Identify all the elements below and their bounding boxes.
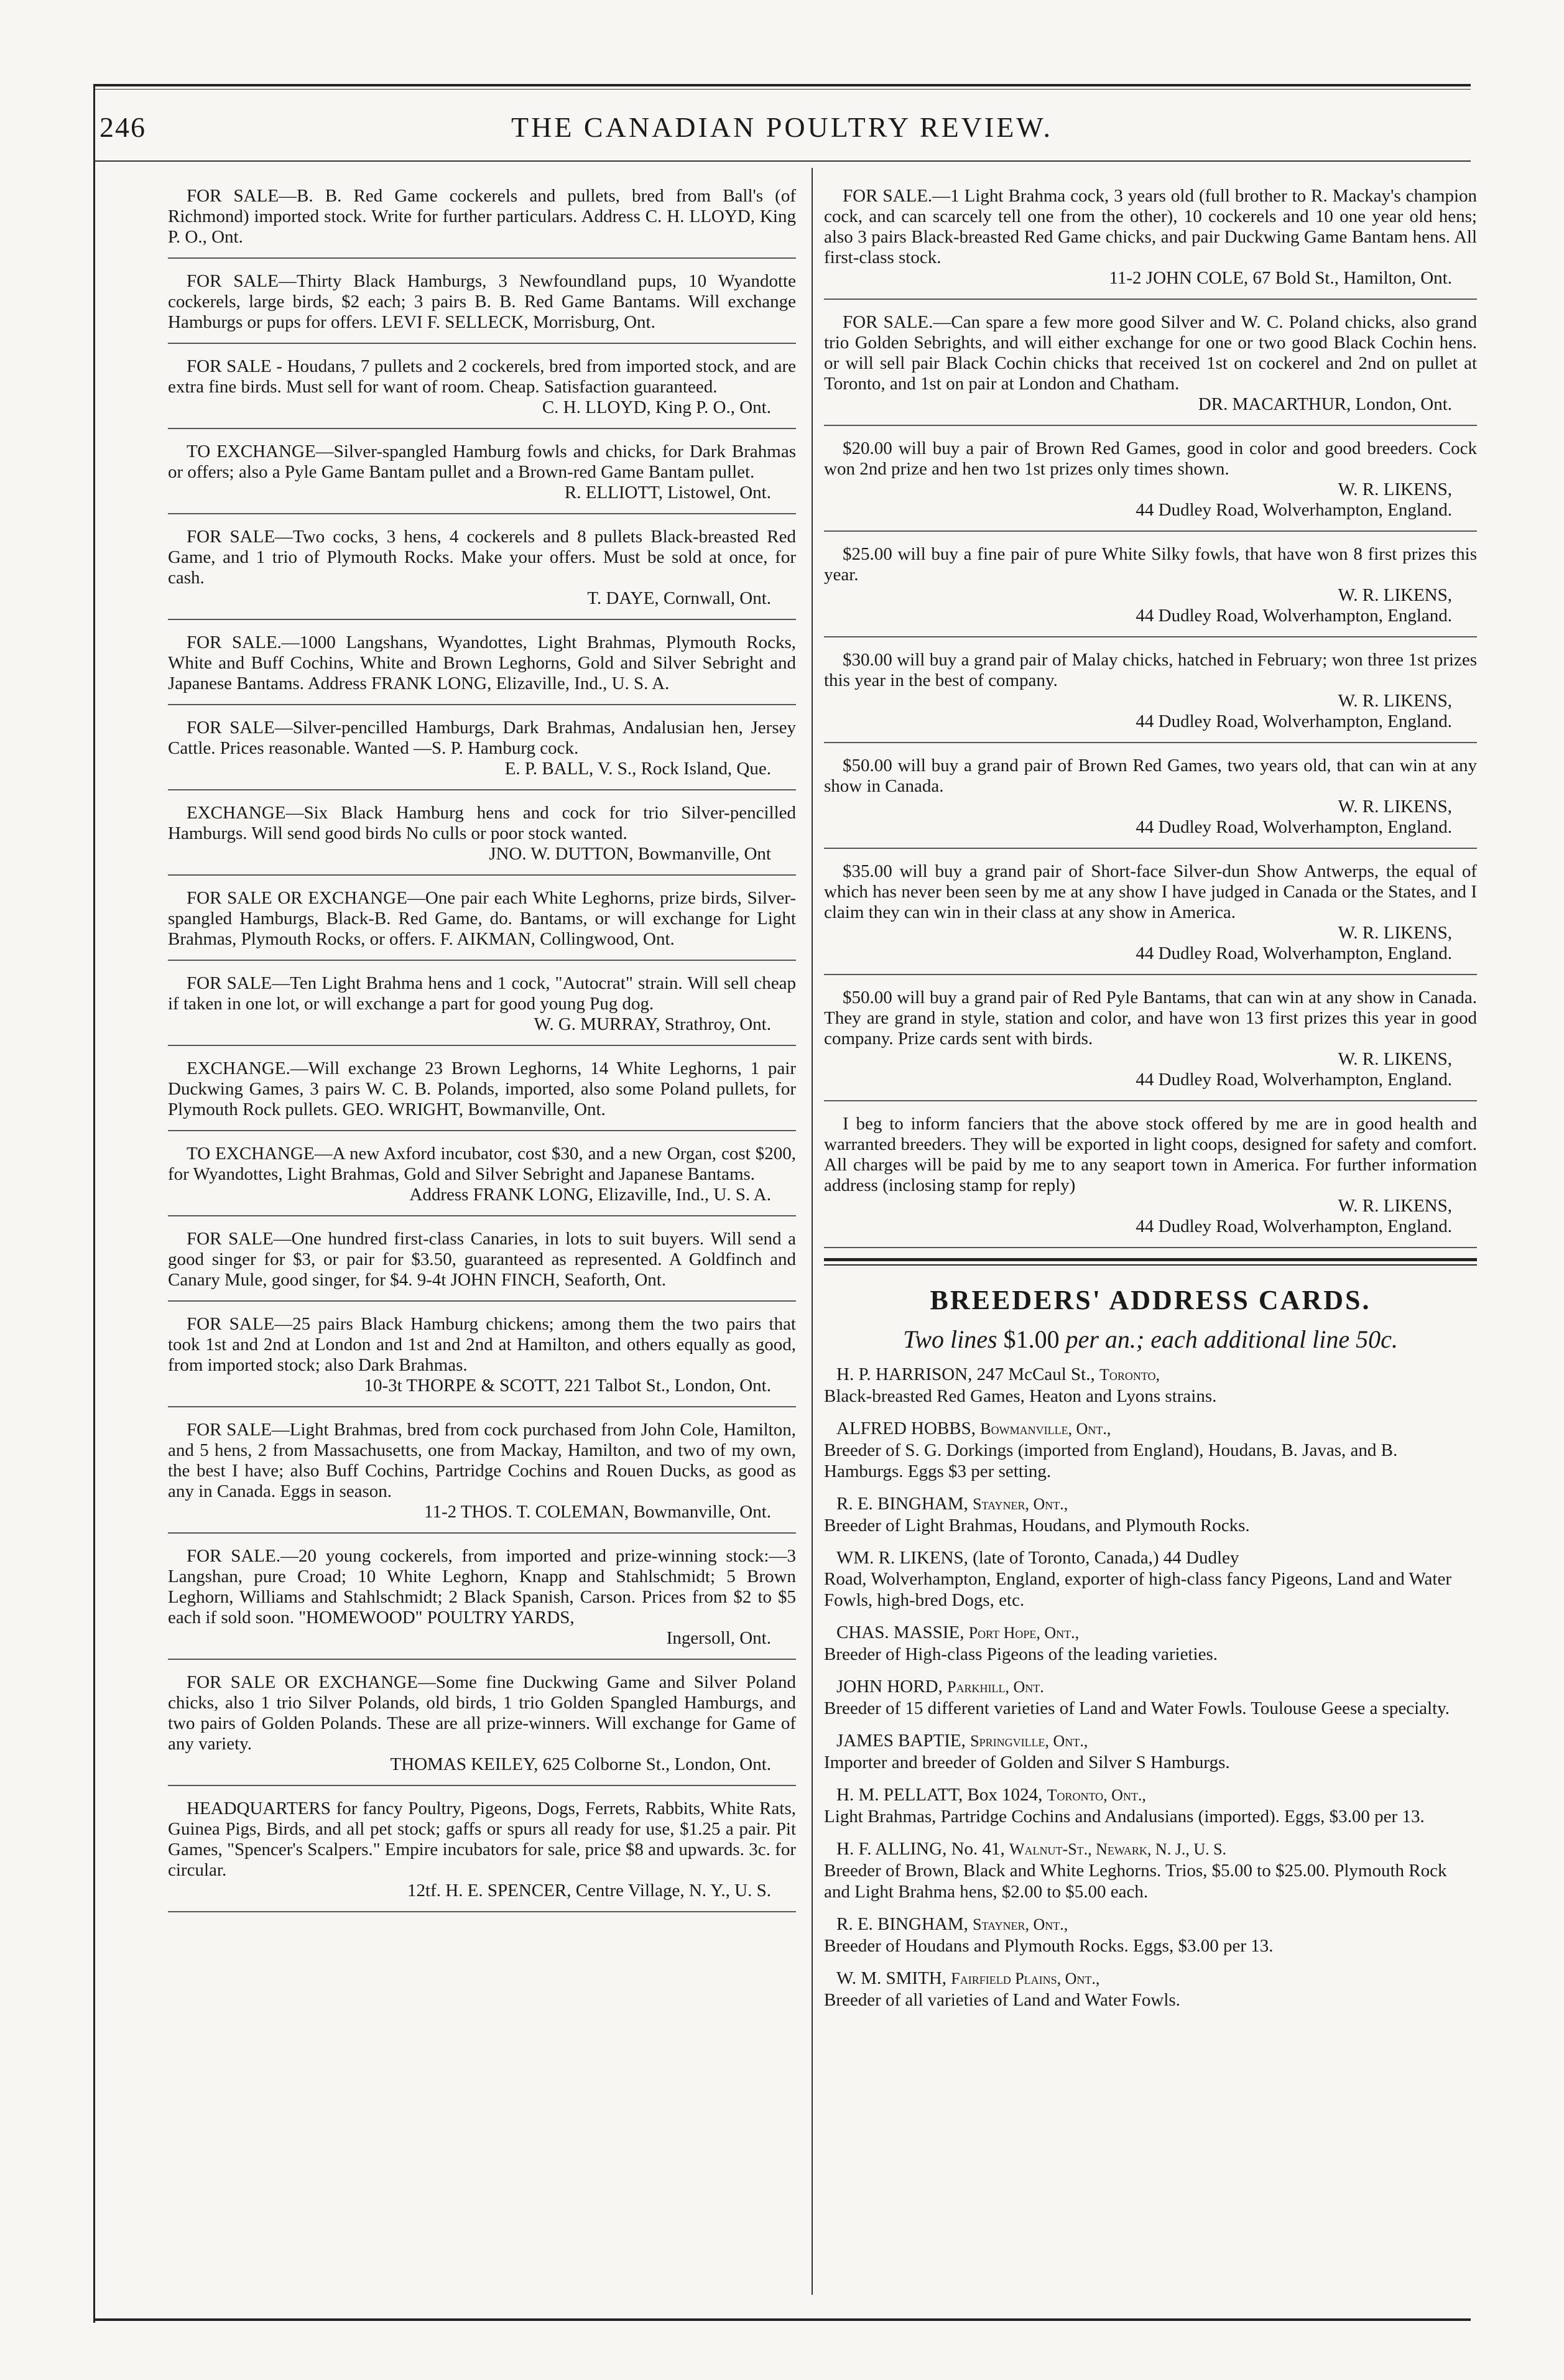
breeder-name: ALFRED HOBBS, [836,1419,981,1438]
ad-signature-address: 44 Dudley Road, Wolverhampton, England. [1136,606,1452,626]
ad-signature-address: 44 Dudley Road, Wolverhampton, England. [1136,817,1452,837]
ad-signature: C. H. LLOYD, King P. O., Ont. [542,397,771,417]
classified-ad [168,1056,796,1131]
breeder-name: H. F. ALLING, No. 41, [836,1839,1010,1859]
ad-signature: 10-3t THORPE & SCOTT, 221 Talbot St., London, Ont. [364,1376,771,1396]
ad-signature: JNO. W. DUTTON, Bowmanville, Ont [489,844,771,864]
classified-ad [168,524,796,620]
ad-text: FOR SALE - Houdans, 7 pullets and 2 cockerels, bred from imported stock, and are extra fine birds. Must sell for want of room. Cheap. Satisfaction guaranteed. [168,356,796,397]
ad-text: $30.00 will buy a grand pair of Malay chicks, hatched in February; won three 1st prizes this year in the best of company. [824,650,1477,690]
breeder-name-line [824,1622,1477,1644]
ad-signature: THOMAS KEILEY, 625 Colborne St., London, Ont. [390,1754,771,1774]
breeder-card [824,1547,1477,1611]
ad-text: FOR SALE—25 pairs Black Hamburg chickens; among them the two pairs that took 1st and 2nd at London and 1st and 2nd at Hamilton, and others equally as good, from imported stock; also Dark Brahmas. [168,1314,796,1375]
ad-text: $50.00 will buy a grand pair of Brown Red Games, two years old, that can win at any show in Canada. [824,756,1477,796]
breeder-name-line [824,1493,1477,1515]
breeder-name-line [824,1547,1477,1568]
ad-text: FOR SALE.—20 young cockerels, from imported and prize-winning stock:—3 Langshan, pure Croad; 10 White Leghorn, Knapp and Stahlschmidt; 5 Brown Leghorn, Williams and Stahlschmidt; 2 Black Spanish, Carson. Prices from $2 to $5 each if sold soon. "HOMEWOOD" POULTRY YARDS, [168,1546,796,1628]
breeders-section-title: BREEDERS' ADDRESS CARDS. [930,1285,1371,1315]
ad-text: FOR SALE OR EXCHANGE—Some fine Duckwing Game and Silver Poland chicks, also 1 trio Silver Polands, old birds, 1 trio Golden Spangled Hamburgs, and two pairs of Golden Polands. These are all prize-winners. Will exchange for Game of any variety. [168,1672,796,1754]
ad-signature: T. DAYE, Cornwall, Ont. [587,588,771,608]
breeder-cards [824,1364,1477,2011]
ad-text: $50.00 will buy a grand pair of Red Pyle Bantams, that can win at any show in Canada. They are grand in style, station and color, and have won 13 first prizes this year in good company. Prize cards sent with birds. [824,988,1477,1049]
breeder-place: Toronto, [1099,1366,1160,1384]
breeder-place: Stayner, Ont., [973,1915,1068,1933]
ad-text: $35.00 will buy a grand pair of Short-face Silver-dun Show Antwerps, the equal of which has never been seen by me at any show I have judged in Canada or the States, and I claim they can win in their class at any show in America. [824,861,1477,922]
breeder-card [824,1676,1477,1719]
classified-ad [168,1796,796,1912]
ad-signature: Ingersoll, Ont. [666,1628,771,1648]
breeder-description: Light Brahmas, Partridge Cochins and Andalusians (imported). Eggs, $3.00 per 13. [824,1807,1425,1827]
ad-signature: W. R. LIKENS, [1338,691,1452,711]
breeder-description: Breeder of Brown, Black and White Leghorns. Trios, $5.00 to $25.00. Plymouth Rock and Light Brahma hens, $2.00 to $5.00 each. [824,1861,1447,1902]
breeder-description: Breeder of Houdans and Plymouth Rocks. Eggs, $3.00 per 13. [824,1936,1274,1956]
breeders-rate-line [824,1325,1477,1354]
classified-ad [824,183,1477,300]
breeder-place: Port Hope, Ont., [968,1624,1080,1642]
ad-signature: 11-2 JOHN COLE, 67 Bold St., Hamilton, Ont. [1109,268,1452,288]
page-number: 246 [99,111,146,143]
top-rule-thin [93,89,1471,90]
classified-ad [168,886,796,961]
header-rule [93,160,1471,162]
breeder-name-line [824,1968,1477,1989]
classified-ad [824,859,1477,975]
ad-signature: W. G. MURRAY, Strathroy, Ont. [534,1014,771,1034]
ad-signature-address: 44 Dudley Road, Wolverhampton, England. [1136,1216,1452,1236]
classified-ad [168,354,796,429]
ad-signature: W. R. LIKENS, [1338,585,1452,605]
classified-ad [168,800,796,876]
ad-signature: W. R. LIKENS, [1338,1049,1452,1069]
running-head: THE CANADIAN POULTRY REVIEW. [511,111,1053,143]
ad-signature: 11-2 THOS. T. COLEMAN, Bowmanville, Ont. [424,1502,771,1522]
breeder-name: JOHN HORD, [836,1677,948,1697]
ad-text: FOR SALE—One hundred first-class Canaries, in lots to suit buyers. Will send a good singer for $3, or pair for $3.50, guaranteed as represented. A Goldfinch and Canary Mule, good singer, for $4. 9-4t JOHN FINCH, Seaforth, Ont. [168,1229,796,1290]
ad-text: FOR SALE—Silver-pencilled Hamburgs, Dark Brahmas, Andalusian hen, Jersey Cattle. Prices reasonable. Wanted —S. P. Hamburg cock. [168,718,796,758]
rate-text-b: per an.; each additional line 50c. [1059,1325,1398,1353]
breeder-description: Breeder of all varieties of Land and Water Fowls. [824,1990,1180,2010]
breeder-name: R. E. BINGHAM, [836,1914,973,1934]
ad-signature: W. R. LIKENS, [1338,1196,1452,1216]
ad-signature: DR. MACARTHUR, London, Ont. [1198,394,1452,414]
breeder-card [824,1418,1477,1482]
ad-signature: E. P. BALL, V. S., Rock Island, Que. [504,759,771,779]
breeder-description: Breeder of Light Brahmas, Houdans, and Plymouth Rocks. [824,1516,1250,1535]
ad-signature: R. ELLIOTT, Listowel, Ont. [564,483,771,502]
breeder-description: Black-breasted Red Games, Heaton and Lyons strains. [824,1386,1217,1406]
breeder-name: W. M. SMITH, [836,1968,951,1988]
breeder-description: Breeder of 15 different varieties of Land and Water Fowls. Toulouse Geese a specialty. [824,1698,1450,1718]
ad-text: FOR SALE.—1000 Langshans, Wyandottes, Light Brahmas, Plymouth Rocks, White and Buff Cochins, White and Brown Leghorns, Gold and Silver Sebright and Japanese Bantams. Address FRANK LONG, Elizaville, Ind., U. S. A. [168,632,796,693]
classified-ad [168,439,796,514]
breeder-place: Toronto, Ont., [1047,1786,1146,1804]
breeder-name-line [824,1364,1477,1386]
breeder-place: Walnut-St., Newark, N. J., U. S. [1009,1840,1227,1858]
bottom-rule [93,2318,1471,2321]
classified-ad [824,436,1477,532]
ad-text: FOR SALE—Light Brahmas, bred from cock purchased from John Cole, Hamilton, and 5 hens, 2 from Massachusetts, one from Mackay, Hamilton, and two of my own, the best I have; also Buff Cochins, Partridge Cochins and Rouen Ducks, as good as any in Canada. Eggs in season. [168,1420,796,1501]
right-column [824,183,1477,2022]
classified-ad [824,985,1477,1101]
classified-ad [168,630,796,705]
classified-ad [168,1670,796,1786]
breeder-card [824,1914,1477,1956]
breeder-card [824,1493,1477,1536]
ad-text: TO EXCHANGE—A new Axford incubator, cost $30, and a new Organ, cost $200, for Wyandottes, Light Brahmas, Gold and Silver Sebright and Japanese Bantams. [168,1144,796,1184]
classified-ad [824,753,1477,849]
classified-ad [168,1417,796,1534]
ad-signature-address: 44 Dudley Road, Wolverhampton, England. [1136,1070,1452,1090]
ad-signature-address: 44 Dudley Road, Wolverhampton, England. [1136,943,1452,963]
breeder-card [824,1730,1477,1773]
classified-ad [824,542,1477,637]
breeder-name-line [824,1914,1477,1935]
ad-text: EXCHANGE.—Will exchange 23 Brown Leghorns, 14 White Leghorns, 1 pair Duckwing Games, 3 pairs W. C. B. Polands, imported, also some Poland pullets, for Plymouth Rock pullets. GEO. WRIGHT, Bowmanville, Ont. [168,1058,796,1119]
breeder-name: R. E. BINGHAM, [836,1494,973,1514]
classified-ad [168,1312,796,1407]
breeder-place: Fairfield Plains, Ont., [951,1970,1100,1988]
section-double-rule [824,1258,1477,1266]
breeder-place: Bowmanville, Ont., [980,1420,1111,1438]
left-column [168,183,796,1922]
ad-signature: W. R. LIKENS, [1338,923,1452,943]
ad-text: FOR SALE.—Can spare a few more good Silver and W. C. Poland chicks, also grand trio Golden Sebrights, and will either exchange for one or two good Black Cochin hens. or will sell pair Black Cochin chicks that received 1st on cockerel and 2nd on pullet at Toronto, and 1st on pair at London and Chatham. [824,312,1477,394]
ad-signature-address: 44 Dudley Road, Wolverhampton, England. [1136,500,1452,520]
classified-ad [168,715,796,790]
breeder-name: CHAS. MASSIE, [836,1623,969,1642]
ad-text: FOR SALE—Ten Light Brahma hens and 1 cock, "Autocrat" strain. Will sell cheap if taken in one lot, or will exchange a part for good young Pug dog. [168,973,796,1014]
breeder-place: Stayner, Ont., [973,1495,1068,1513]
breeder-card [824,1364,1477,1407]
classified-ad [168,971,796,1046]
ad-signature: W. R. LIKENS, [1338,479,1452,499]
rate-text-a: Two lines [903,1325,1004,1353]
classified-ad [824,310,1477,426]
ad-text: FOR SALE—B. B. Red Game cockerels and pullets, bred from Ball's (of Richmond) imported stock. Write for further particulars. Address C. H. LLOYD, King P. O., Ont. [168,186,796,247]
top-rule [93,84,1471,86]
ad-text: FOR SALE—Two cocks, 3 hens, 4 cockerels and 8 pullets Black-breasted Red Game, and 1 trio of Plymouth Rocks. Make your offers. Must be sold at once, for cash. [168,527,796,588]
ad-text: I beg to inform fanciers that the above stock offered by me are in good health and warranted breeders. They will be exported in light coops, designed for safety and comfort. All charges will be paid by me to any seaport town in America. For further information address (inclosing stamp for reply) [824,1114,1477,1195]
rate-amount: $1.00 [1003,1325,1060,1353]
ad-text: HEADQUARTERS for fancy Poultry, Pigeons, Dogs, Ferrets, Rabbits, White Rats, Guinea Pigs, Birds, and all pet stock; gaffs or spurs all ready for use, $1.25 a pair. Pit Games, "Spencer's Scalpers." Empire incubators for sale, price $8 and upwards. 3c. for circular. [168,1799,796,1880]
ad-signature-address: 44 Dudley Road, Wolverhampton, England. [1136,711,1452,731]
breeder-name: JAMES BAPTIE, [836,1731,971,1751]
ad-text: FOR SALE OR EXCHANGE—One pair each White Leghorns, prize birds, Silver-spangled Hamburgs, Black-B. Red Game, do. Bantams, or will exchange for Light Brahmas, Plymouth Rocks, or offers. F. AIKMAN, Collingwood, Ont. [168,888,796,949]
classified-ad [168,183,796,259]
classified-ad [168,1226,796,1302]
breeder-description: Importer and breeder of Golden and Silver S Hamburgs. [824,1753,1230,1772]
ad-text: $25.00 will buy a fine pair of pure White Silky fowls, that have won 8 first prizes this year. [824,544,1477,585]
breeder-name: WM. R. LIKENS, (late of Toronto, Canada,) 44 Dudley [836,1548,1239,1568]
classified-ad [168,1544,796,1660]
breeder-description: Road, Wolverhampton, England, exporter of high-class fancy Pigeons, Land and Water Fowls, high-bred Dogs, etc. [824,1569,1451,1610]
breeder-card [824,1968,1477,2011]
classified-ad [824,647,1477,743]
ad-signature: W. R. LIKENS, [1338,797,1452,817]
breeder-name-line [824,1676,1477,1698]
breeder-place: Springville, Ont., [970,1732,1088,1750]
breeder-name: H. M. PELLATT, Box 1024, [836,1785,1047,1805]
column-divider [812,168,813,2295]
breeder-description: Breeder of S. G. Dorkings (imported from England), Houdans, B. Javas, and B. Hamburgs. Eggs $3 per setting. [824,1440,1398,1481]
breeder-description: Breeder of High-class Pigeons of the leading varieties. [824,1644,1218,1664]
breeder-name-line [824,1730,1477,1752]
classified-ad [168,269,796,344]
ad-text: TO EXCHANGE—Silver-spangled Hamburg fowls and chicks, for Dark Brahmas or offers; also a Pyle Game Bantam pullet and a Brown-red Game Bantam pullet. [168,442,796,482]
classified-ad [168,1141,796,1216]
ad-text: FOR SALE.—1 Light Brahma cock, 3 years old (full brother to R. Mackay's champion cock, and can scarcely tell one from the other), 10 cockerels and 10 one year old hens; also 3 pairs Black-breasted Red Game chicks, and pair Duckwing Game Bantam hens. All first-class stock. [824,186,1477,267]
breeder-name-line [824,1784,1477,1806]
classified-ad [824,1111,1477,1248]
breeder-name-line [824,1838,1477,1860]
ad-signature: 12tf. H. E. SPENCER, Centre Village, N. Y., U. S. [407,1881,771,1901]
ad-text: $20.00 will buy a pair of Brown Red Games, good in color and good breeders. Cock won 2nd prize and hen two 1st prizes only times shown. [824,438,1477,479]
breeder-place: Parkhill, Ont. [947,1678,1044,1696]
breeder-card [824,1622,1477,1665]
right-ads [824,183,1477,1248]
breeder-name: H. P. HARRISON, 247 McCaul St., [836,1364,1099,1384]
ad-signature: Address FRANK LONG, Elizaville, Ind., U. S. A. [409,1185,771,1205]
ad-text: EXCHANGE—Six Black Hamburg hens and cock for trio Silver-pencilled Hamburgs. Will send good birds No culls or poor stock wanted. [168,803,796,843]
breeder-card [824,1838,1477,1902]
breeder-name-line [824,1418,1477,1440]
breeder-card [824,1784,1477,1827]
left-border-rule [93,84,95,2323]
ad-text: FOR SALE—Thirty Black Hamburgs, 3 Newfoundland pups, 10 Wyandotte cockerels, large birds, $2 each; 3 pairs B. B. Red Game Bantams. Will exchange Hamburgs or pups for offers. LEVI F. SELLECK, Morrisburg, Ont. [168,271,796,332]
